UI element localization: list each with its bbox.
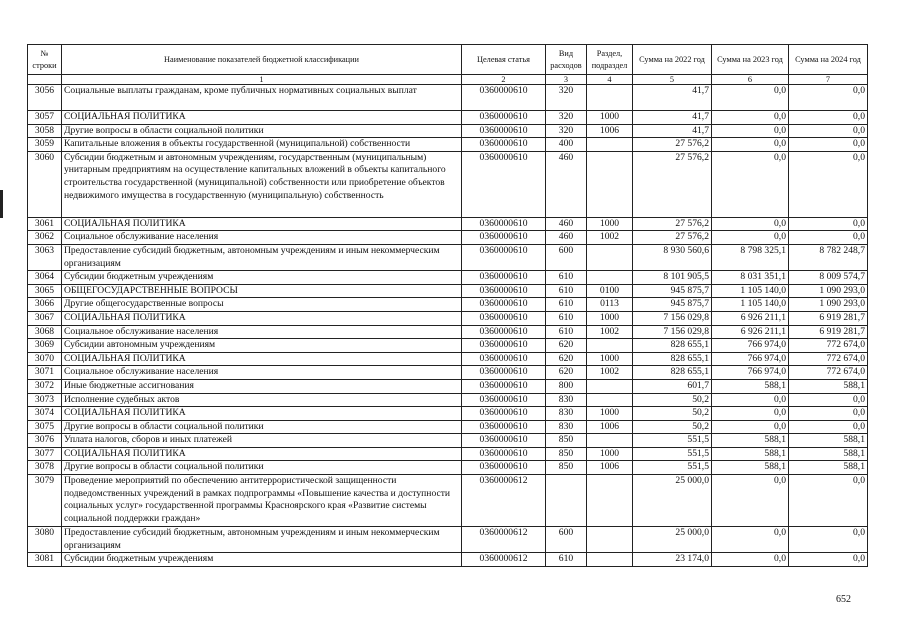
row-exp-type: 400	[546, 138, 587, 152]
row-exp-type: 830	[546, 420, 587, 434]
row-exp-type: 830	[546, 393, 587, 407]
row-number: 3080	[28, 527, 62, 553]
row-sum-2022: 551,5	[633, 434, 712, 448]
table-row	[28, 217, 868, 231]
header-row-no: № строки	[28, 45, 62, 75]
row-sum-2024: 8 009 574,7	[789, 271, 868, 285]
row-sum-2022: 8 930 560,6	[633, 244, 712, 270]
row-sum-2022: 23 174,0	[633, 553, 712, 567]
row-sum-2023: 766 974,0	[712, 366, 789, 380]
header-section: Раздел, подраздел	[587, 45, 633, 75]
table-row	[28, 231, 868, 245]
row-sum-2024: 0,0	[789, 85, 868, 111]
row-number: 3060	[28, 151, 62, 217]
row-sum-2022: 551,5	[633, 461, 712, 475]
row-sum-2022: 7 156 029,8	[633, 325, 712, 339]
row-sum-2023: 8 031 351,1	[712, 271, 789, 285]
row-number: 3072	[28, 379, 62, 393]
row-section	[587, 527, 633, 553]
row-sum-2023: 6 926 211,1	[712, 325, 789, 339]
row-sum-2022: 41,7	[633, 111, 712, 125]
row-number: 3067	[28, 311, 62, 325]
row-section	[587, 393, 633, 407]
row-name: Социальное обслуживание населения	[62, 325, 462, 339]
row-sum-2022: 50,2	[633, 407, 712, 421]
row-section: 1002	[587, 231, 633, 245]
row-name: Социальные выплаты гражданам, кроме публичных нормативных социальных выплат	[62, 85, 462, 111]
row-sum-2023: 0,0	[712, 527, 789, 553]
row-number: 3057	[28, 111, 62, 125]
column-number: 7	[789, 75, 868, 85]
row-target: 0360000610	[462, 217, 546, 231]
row-number: 3062	[28, 231, 62, 245]
row-sum-2024: 0,0	[789, 393, 868, 407]
row-exp-type: 600	[546, 244, 587, 270]
row-section: 0100	[587, 284, 633, 298]
row-number: 3081	[28, 553, 62, 567]
row-exp-type: 850	[546, 461, 587, 475]
row-name: СОЦИАЛЬНАЯ ПОЛИТИКА	[62, 447, 462, 461]
row-sum-2024: 588,1	[789, 447, 868, 461]
row-sum-2022: 41,7	[633, 85, 712, 111]
row-sum-2023: 0,0	[712, 393, 789, 407]
row-sum-2022: 945 875,7	[633, 298, 712, 312]
row-target: 0360000610	[462, 311, 546, 325]
row-sum-2024: 1 090 293,0	[789, 298, 868, 312]
row-target: 0360000610	[462, 138, 546, 152]
row-exp-type: 850	[546, 447, 587, 461]
table-row	[28, 325, 868, 339]
row-number: 3056	[28, 85, 62, 111]
table-row	[28, 271, 868, 285]
row-number: 3059	[28, 138, 62, 152]
row-target: 0360000610	[462, 352, 546, 366]
row-name: Субсидии бюджетным учреждениям	[62, 553, 462, 567]
header-sum-2023: Сумма на 2023 год	[712, 45, 789, 75]
table-row	[28, 366, 868, 380]
row-sum-2022: 945 875,7	[633, 284, 712, 298]
row-section	[587, 138, 633, 152]
row-sum-2022: 601,7	[633, 379, 712, 393]
row-name: Капитальные вложения в объекты государственной (муниципальной) собственности	[62, 138, 462, 152]
row-exp-type: 320	[546, 124, 587, 138]
column-number-row	[28, 75, 868, 85]
row-number: 3074	[28, 407, 62, 421]
table-row	[28, 434, 868, 448]
row-sum-2024: 8 782 248,7	[789, 244, 868, 270]
column-number	[28, 75, 62, 85]
row-name: Исполнение судебных актов	[62, 393, 462, 407]
row-exp-type: 610	[546, 271, 587, 285]
row-target: 0360000610	[462, 434, 546, 448]
row-number: 3064	[28, 271, 62, 285]
table-row	[28, 407, 868, 421]
row-sum-2024: 0,0	[789, 111, 868, 125]
row-sum-2023: 0,0	[712, 85, 789, 111]
row-target: 0360000610	[462, 393, 546, 407]
table-row	[28, 527, 868, 553]
row-section	[587, 434, 633, 448]
row-section: 1002	[587, 366, 633, 380]
table-row	[28, 111, 868, 125]
header-exp-type: Вид расходов	[546, 45, 587, 75]
table-row	[28, 85, 868, 111]
row-exp-type: 830	[546, 407, 587, 421]
row-name: Социальное обслуживание населения	[62, 231, 462, 245]
page-number: 652	[836, 594, 851, 605]
row-name: СОЦИАЛЬНАЯ ПОЛИТИКА	[62, 407, 462, 421]
table-row	[28, 244, 868, 270]
header-sum-2022: Сумма на 2022 год	[633, 45, 712, 75]
table-row	[28, 151, 868, 217]
table-row	[28, 393, 868, 407]
row-section	[587, 271, 633, 285]
row-name: СОЦИАЛЬНАЯ ПОЛИТИКА	[62, 217, 462, 231]
row-sum-2022: 27 576,2	[633, 217, 712, 231]
row-exp-type: 460	[546, 217, 587, 231]
row-sum-2023: 0,0	[712, 151, 789, 217]
table-row	[28, 311, 868, 325]
row-sum-2023: 0,0	[712, 420, 789, 434]
row-name: Другие вопросы в области социальной политики	[62, 461, 462, 475]
row-number: 3073	[28, 393, 62, 407]
row-number: 3066	[28, 298, 62, 312]
row-sum-2024: 588,1	[789, 461, 868, 475]
row-sum-2024: 0,0	[789, 151, 868, 217]
row-number: 3076	[28, 434, 62, 448]
row-number: 3061	[28, 217, 62, 231]
row-number: 3070	[28, 352, 62, 366]
row-name: Другие вопросы в области социальной политики	[62, 420, 462, 434]
row-number: 3077	[28, 447, 62, 461]
table-row	[28, 420, 868, 434]
row-sum-2023: 0,0	[712, 475, 789, 527]
row-section: 1000	[587, 217, 633, 231]
row-sum-2023: 588,1	[712, 434, 789, 448]
row-sum-2022: 7 156 029,8	[633, 311, 712, 325]
row-exp-type: 610	[546, 284, 587, 298]
row-section	[587, 553, 633, 567]
row-sum-2022: 41,7	[633, 124, 712, 138]
row-target: 0360000610	[462, 111, 546, 125]
row-name: Иные бюджетные ассигнования	[62, 379, 462, 393]
row-sum-2023: 1 105 140,0	[712, 298, 789, 312]
row-section	[587, 475, 633, 527]
row-number: 3079	[28, 475, 62, 527]
row-section: 1002	[587, 325, 633, 339]
row-target: 0360000610	[462, 284, 546, 298]
row-sum-2023: 0,0	[712, 217, 789, 231]
row-sum-2022: 50,2	[633, 393, 712, 407]
row-exp-type: 610	[546, 325, 587, 339]
row-exp-type	[546, 475, 587, 527]
row-exp-type: 460	[546, 151, 587, 217]
row-sum-2022: 8 101 905,5	[633, 271, 712, 285]
row-section: 1000	[587, 111, 633, 125]
row-name: Другие вопросы в области социальной политики	[62, 124, 462, 138]
row-sum-2024: 0,0	[789, 138, 868, 152]
row-sum-2024: 0,0	[789, 553, 868, 567]
row-sum-2022: 25 000,0	[633, 475, 712, 527]
row-sum-2024: 0,0	[789, 527, 868, 553]
row-sum-2024: 772 674,0	[789, 339, 868, 353]
row-target: 0360000610	[462, 231, 546, 245]
row-target: 0360000612	[462, 475, 546, 527]
table-row	[28, 284, 868, 298]
row-exp-type: 620	[546, 352, 587, 366]
row-target: 0360000610	[462, 85, 546, 111]
row-section	[587, 151, 633, 217]
row-sum-2023: 588,1	[712, 447, 789, 461]
row-section: 1000	[587, 407, 633, 421]
row-target: 0360000610	[462, 447, 546, 461]
row-target: 0360000610	[462, 325, 546, 339]
header-sum-2024: Сумма на 2024 год	[789, 45, 868, 75]
table-row	[28, 298, 868, 312]
column-number: 2	[462, 75, 546, 85]
row-target: 0360000610	[462, 124, 546, 138]
row-section: 1006	[587, 461, 633, 475]
row-sum-2022: 27 576,2	[633, 231, 712, 245]
row-section	[587, 339, 633, 353]
row-sum-2023: 0,0	[712, 407, 789, 421]
column-number: 1	[62, 75, 462, 85]
table-row	[28, 553, 868, 567]
column-number: 4	[587, 75, 633, 85]
row-sum-2023: 766 974,0	[712, 352, 789, 366]
column-number: 3	[546, 75, 587, 85]
row-sum-2023: 588,1	[712, 379, 789, 393]
budget-table	[27, 44, 868, 567]
row-section	[587, 379, 633, 393]
row-sum-2023: 1 105 140,0	[712, 284, 789, 298]
row-sum-2023: 6 926 211,1	[712, 311, 789, 325]
row-exp-type: 620	[546, 366, 587, 380]
row-section: 1006	[587, 124, 633, 138]
row-number: 3075	[28, 420, 62, 434]
row-target: 0360000610	[462, 339, 546, 353]
row-name: Проведение мероприятий по обеспечению антитеррористической защищенности подведомственных учреждений в рамках подпрограммы «Повышение качества и доступности социальных услуг» государственной программы Красноярского края «Развитие системы социальной поддержки граждан»	[62, 475, 462, 527]
row-section: 1000	[587, 447, 633, 461]
row-sum-2023: 0,0	[712, 553, 789, 567]
row-exp-type: 460	[546, 231, 587, 245]
row-name: ОБЩЕГОСУДАРСТВЕННЫЕ ВОПРОСЫ	[62, 284, 462, 298]
row-sum-2024: 0,0	[789, 124, 868, 138]
row-section: 1000	[587, 352, 633, 366]
row-name: Субсидии автономным учреждениям	[62, 339, 462, 353]
row-section	[587, 85, 633, 111]
row-exp-type: 620	[546, 339, 587, 353]
row-sum-2024: 0,0	[789, 407, 868, 421]
table-row	[28, 339, 868, 353]
row-sum-2023: 766 974,0	[712, 339, 789, 353]
row-number: 3065	[28, 284, 62, 298]
row-name: Субсидии бюджетным и автономным учреждениям, государственным (муниципальным) унитарным предприятиям на осуществление капитальных вложений в объекты капитального строительства государственной (муниципальной) собственности или приобретение объектов недвижимого имущества в государственную (муниципальную) собственность	[62, 151, 462, 217]
row-sum-2022: 50,2	[633, 420, 712, 434]
row-name: СОЦИАЛЬНАЯ ПОЛИТИКА	[62, 111, 462, 125]
row-sum-2024: 0,0	[789, 217, 868, 231]
row-sum-2024: 0,0	[789, 231, 868, 245]
table-row	[28, 352, 868, 366]
row-section: 0113	[587, 298, 633, 312]
row-sum-2024: 0,0	[789, 475, 868, 527]
row-exp-type: 610	[546, 311, 587, 325]
row-sum-2023: 0,0	[712, 231, 789, 245]
row-exp-type: 800	[546, 379, 587, 393]
row-name: Другие общегосударственные вопросы	[62, 298, 462, 312]
scan-margin-mark	[0, 190, 3, 218]
column-number: 6	[712, 75, 789, 85]
row-target: 0360000610	[462, 298, 546, 312]
row-name: СОЦИАЛЬНАЯ ПОЛИТИКА	[62, 352, 462, 366]
row-sum-2022: 828 655,1	[633, 339, 712, 353]
row-sum-2022: 27 576,2	[633, 138, 712, 152]
row-sum-2024: 588,1	[789, 379, 868, 393]
row-name: Уплата налогов, сборов и иных платежей	[62, 434, 462, 448]
row-sum-2024: 772 674,0	[789, 366, 868, 380]
row-exp-type: 850	[546, 434, 587, 448]
row-sum-2022: 828 655,1	[633, 366, 712, 380]
header-name: Наименование показателей бюджетной классификации	[62, 45, 462, 75]
row-number: 3078	[28, 461, 62, 475]
row-target: 0360000610	[462, 420, 546, 434]
row-name: Субсидии бюджетным учреждениям	[62, 271, 462, 285]
row-section: 1000	[587, 311, 633, 325]
row-sum-2024: 0,0	[789, 420, 868, 434]
row-sum-2024: 6 919 281,7	[789, 325, 868, 339]
row-target: 0360000610	[462, 379, 546, 393]
row-sum-2023: 0,0	[712, 138, 789, 152]
row-sum-2024: 1 090 293,0	[789, 284, 868, 298]
row-number: 3069	[28, 339, 62, 353]
table-row	[28, 379, 868, 393]
row-name: Социальное обслуживание населения	[62, 366, 462, 380]
row-exp-type: 320	[546, 85, 587, 111]
row-target: 0360000610	[462, 461, 546, 475]
row-sum-2024: 6 919 281,7	[789, 311, 868, 325]
row-target: 0360000610	[462, 271, 546, 285]
row-sum-2024: 772 674,0	[789, 352, 868, 366]
row-target: 0360000612	[462, 527, 546, 553]
row-section	[587, 244, 633, 270]
row-exp-type: 320	[546, 111, 587, 125]
row-target: 0360000610	[462, 151, 546, 217]
row-sum-2022: 551,5	[633, 447, 712, 461]
row-number: 3071	[28, 366, 62, 380]
row-number: 3063	[28, 244, 62, 270]
row-sum-2022: 25 000,0	[633, 527, 712, 553]
row-sum-2024: 588,1	[789, 434, 868, 448]
row-number: 3058	[28, 124, 62, 138]
row-sum-2022: 828 655,1	[633, 352, 712, 366]
column-number: 5	[633, 75, 712, 85]
header-row	[28, 45, 868, 75]
row-exp-type: 610	[546, 298, 587, 312]
row-sum-2023: 0,0	[712, 124, 789, 138]
row-target: 0360000610	[462, 244, 546, 270]
row-section: 1006	[587, 420, 633, 434]
table-row	[28, 447, 868, 461]
row-name: Предоставление субсидий бюджетным, автономным учреждениям и иным некоммерческим организациям	[62, 244, 462, 270]
header-target: Целевая статья	[462, 45, 546, 75]
table-row	[28, 124, 868, 138]
row-name: Предоставление субсидий бюджетным, автономным учреждениям и иным некоммерческим организациям	[62, 527, 462, 553]
row-sum-2022: 27 576,2	[633, 151, 712, 217]
row-sum-2023: 588,1	[712, 461, 789, 475]
table-row	[28, 461, 868, 475]
row-target: 0360000610	[462, 407, 546, 421]
row-name: СОЦИАЛЬНАЯ ПОЛИТИКА	[62, 311, 462, 325]
row-target: 0360000612	[462, 553, 546, 567]
row-target: 0360000610	[462, 366, 546, 380]
row-sum-2023: 0,0	[712, 111, 789, 125]
table-row	[28, 138, 868, 152]
table-row	[28, 475, 868, 527]
row-number: 3068	[28, 325, 62, 339]
row-exp-type: 610	[546, 553, 587, 567]
row-sum-2023: 8 798 325,1	[712, 244, 789, 270]
row-exp-type: 600	[546, 527, 587, 553]
